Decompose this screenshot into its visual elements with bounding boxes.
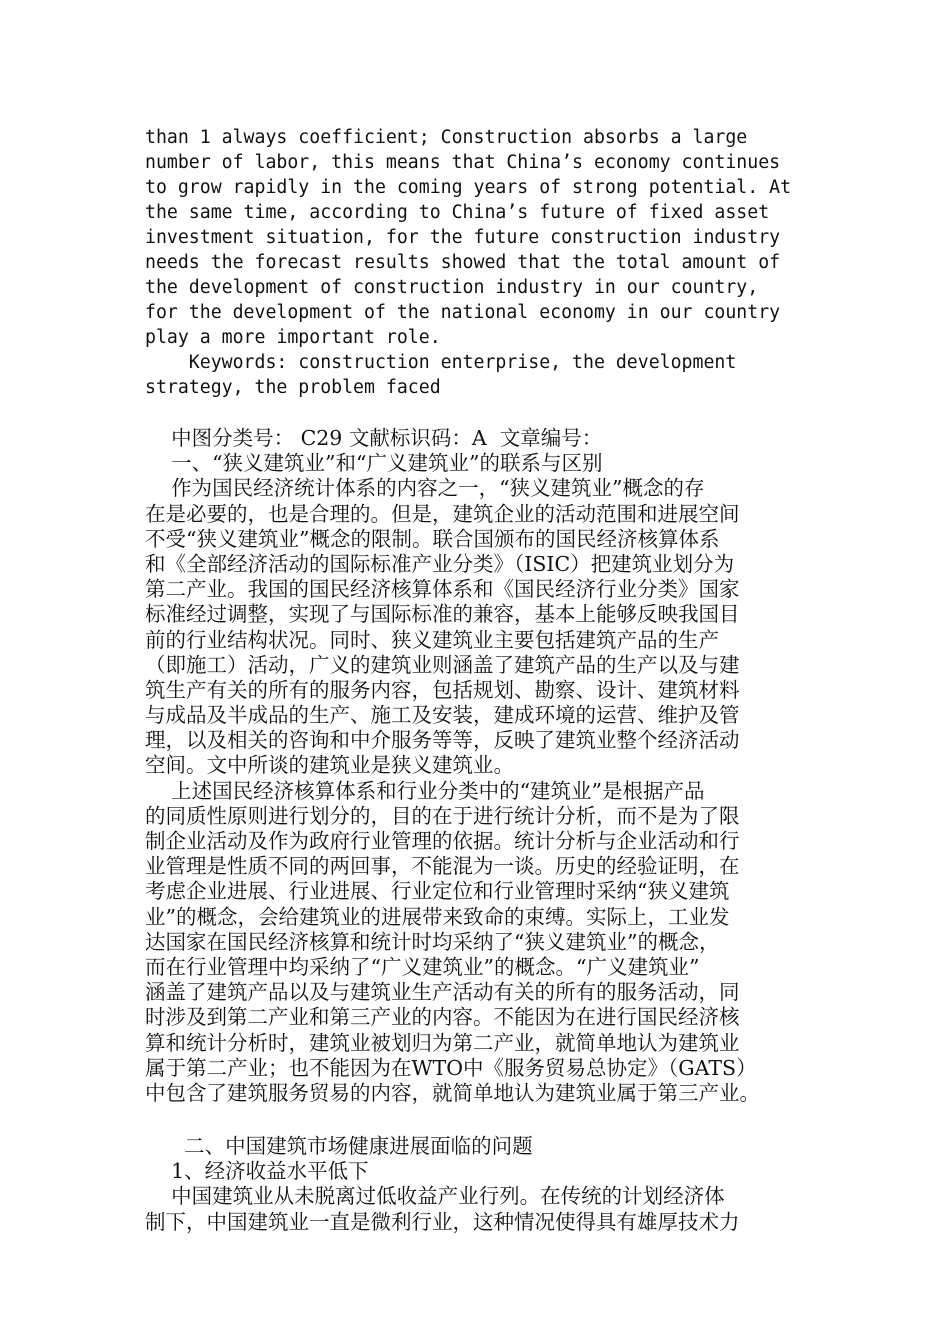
- paragraph-line: 考虑企业进展、行业进展、行业定位和行业管理时采纳“狭义建筑: [145, 879, 730, 904]
- paragraph-line: 前的行业结构状况。同时、狭义建筑业主要包括建筑产品的生产: [145, 627, 719, 652]
- paragraph-line: 与成品及半成品的生产、施工及安装，建成环境的运营、维护及管: [145, 703, 740, 728]
- abstract-line: needs the forecast results showed that the total amount of: [145, 252, 781, 273]
- abstract-english: [145, 125, 810, 350]
- paragraph-line: 理，以及相关的咨询和中介服务等等，反映了建筑业整个经济活动: [145, 728, 740, 753]
- keywords: [145, 350, 810, 400]
- paragraph-line: 标准经过调整，实现了与国际标准的兼容，基本上能够反映我国目: [145, 602, 740, 627]
- spacer: [145, 400, 810, 426]
- paragraph-line: 算和统计分析时，建筑业被划归为第二产业，就简单地认为建筑业: [145, 1030, 740, 1055]
- paragraph-line: 不受“狭义建筑业”概念的限制。联合国颁布的国民经济核算体系: [145, 526, 720, 551]
- paragraph-line: 制企业活动及作为政府行业管理的依据。统计分析与企业活动和行: [145, 829, 740, 853]
- section-2-subheading: 1、经济收益水平低下: [145, 1159, 369, 1184]
- document-page: [145, 125, 810, 1235]
- paragraph-line: 和《全部经济活动的国际标准产业分类》（ISIC）把建筑业划分为: [145, 551, 735, 576]
- paragraph-line: 时涉及到第二产业和第三产业的内容。不能因为在进行国民经济核: [145, 1005, 740, 1030]
- section-2: [145, 1134, 810, 1235]
- keywords-line: strategy, the problem faced: [145, 377, 441, 398]
- abstract-line: the development of construction industry in our country,: [145, 277, 759, 298]
- paragraph-line: 第二产业。我国的国民经济核算体系和《国民经济行业分类》国家: [145, 577, 740, 602]
- abstract-line: number of labor, this means that China’s economy continues: [145, 152, 781, 173]
- paragraph-line: 在是必要的，也是合理的。但是，建筑企业的活动范围和进展空间: [145, 501, 740, 526]
- paragraph-line: 达国家在国民经济核算和统计时均采纳了“狭义建筑业”的概念，: [145, 929, 720, 954]
- paragraph-line: 的同质性原则进行划分的，目的在于进行统计分析，而不是为了限: [145, 803, 740, 828]
- paragraph-line: 中国建筑业从未脱离过低收益产业行列。在传统的计划经济体: [145, 1184, 725, 1209]
- paragraph-line: 中包含了建筑服务贸易的内容，就简单地认为建筑业属于第三产业。: [145, 1080, 760, 1105]
- abstract-line: investment situation, for the future construction industry: [145, 227, 781, 248]
- abstract-line: the same time, according to China’s future of fixed asset: [145, 202, 770, 223]
- paragraph-line: 空间。文中所谈的建筑业是狭义建筑业。: [145, 753, 514, 778]
- paragraph-line: 上述国民经济核算体系和行业分类中的“建筑业”是根据产品: [145, 778, 705, 803]
- abstract-line: play a more important role.: [145, 327, 441, 348]
- abstract-line: to grow rapidly in the coming years of strong potential. At: [145, 177, 792, 198]
- paragraph-line: 作为国民经济统计体系的内容之一，“狭义建筑业”概念的存: [145, 476, 705, 501]
- section-1: [145, 426, 810, 1106]
- paragraph-line: 业”的概念，会给建筑业的进展带来致命的束缚。实际上，工业发: [145, 904, 730, 929]
- paragraph-line: 涵盖了建筑产品以及与建筑业生产活动有关的所有的服务活动，同: [145, 980, 740, 1005]
- section-1-heading: 一、“狭义建筑业”和“广义建筑业”的联系与区别: [145, 451, 603, 476]
- paragraph-line: 而在行业管理中均采纳了“广义建筑业”的概念。“广义建筑业”: [145, 954, 700, 979]
- paragraph-line: 属于第二产业；也不能因为在WTO中《服务贸易总协定》（GATS）: [145, 1055, 757, 1080]
- keywords-line: Keywords: construction enterprise, the development: [145, 352, 737, 373]
- section-2-heading: 二、中国建筑市场健康进展面临的问题: [145, 1134, 533, 1159]
- abstract-line: for the development of the national economy in our country: [145, 302, 781, 323]
- spacer: [145, 1106, 810, 1134]
- paragraph-line: 筑生产有关的所有的服务内容，包括规划、勘察、设计、建筑材料: [145, 677, 740, 702]
- classification-line: 中图分类号： C29 文献标识码：A 文章编号：: [145, 426, 603, 450]
- paragraph-line: 业管理是性质不同的两回事，不能混为一谈。历史的经验证明，在: [145, 854, 740, 879]
- paragraph-line: 制下，中国建筑业一直是微利行业，这种情况使得具有雄厚技术力: [145, 1209, 740, 1234]
- paragraph-line: （即施工）活动，广义的建筑业则涵盖了建筑产品的生产以及与建: [145, 652, 740, 677]
- abstract-line: than 1 always coefficient; Construction absorbs a large: [145, 127, 748, 148]
